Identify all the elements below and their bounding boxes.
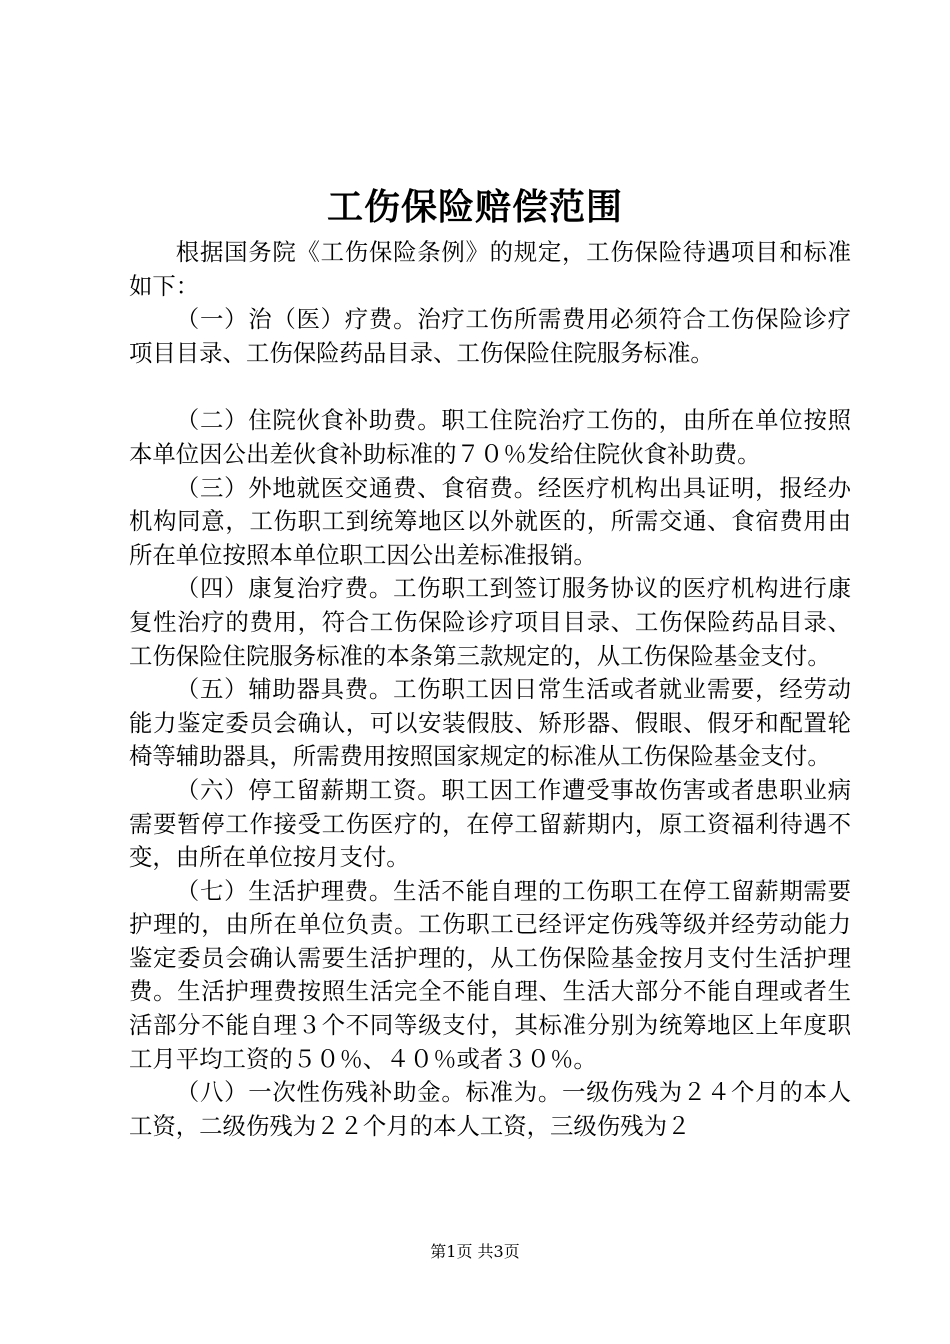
page-footer: 第1页 共3页 <box>430 1242 520 1261</box>
paragraph-item-8: （八）一次性伤残补助金。标准为。一级伤残为２４个月的本人工资，二级伤残为２２个月的本人工资，三级伤残为２ <box>129 1078 851 1140</box>
paragraph-item-7: （七）生活护理费。生活不能自理的工伤职工在停工留薪期需要护理的，由所在单位负责。工伤职工已经评定伤残等级并经劳动能力鉴定委员会确认需要生活护理的，从工伤保险基金按月支付生活护理费。生活护理费按照生活完全不能自理、生活大部分不能自理或者生活部分不能自理３个不同等级支付，其标准分别为统筹地区上年度职工月平均工资的５０％、４０％或者３０％。 <box>129 876 851 1073</box>
document-body <box>129 236 851 1143</box>
paragraph-item-2: （二）住院伙食补助费。职工住院治疗工伤的，由所在单位按照本单位因公出差伙食补助标准的７０％发给住院伙食补助费。 <box>129 406 851 468</box>
paragraph-item-5: （五）辅助器具费。工伤职工因日常生活或者就业需要，经劳动能力鉴定委员会确认，可以安装假肢、矫形器、假眼、假牙和配置轮椅等辅助器具，所需费用按照国家规定的标准从工伤保险基金支付。 <box>129 675 851 771</box>
paragraph-item-6: （六）停工留薪期工资。职工因工作遭受事故伤害或者患职业病需要暂停工作接受工伤医疗的，在停工留薪期内，原工资福利待遇不变，由所在单位按月支付。 <box>129 775 851 872</box>
paragraph-item-3: （三）外地就医交通费、食宿费。经医疗机构出具证明，报经办机构同意，工伤职工到统筹地区以外就医的，所需交通、食宿费用由所在单位按照本单位职工因公出差标准报销。 <box>129 473 851 569</box>
paragraph-item-4: （四）康复治疗费。工伤职工到签订服务协议的医疗机构进行康复性治疗的费用，符合工伤保险诊疗项目目录、工伤保险药品目录、工伤保险住院服务标准的本条第三款规定的，从工伤保险基金支付。 <box>129 574 851 670</box>
paragraph-item-1: （一）治（医）疗费。治疗工伤所需费用必须符合工伤保险诊疗项目目录、工伤保险药品目录、工伤保险住院服务标准。 <box>129 305 851 367</box>
document-title: 工伤保险赔偿范围 <box>326 186 623 228</box>
paragraph-intro: 根据国务院《工伤保险条例》的规定，工伤保险待遇项目和标准如下： <box>129 238 851 300</box>
